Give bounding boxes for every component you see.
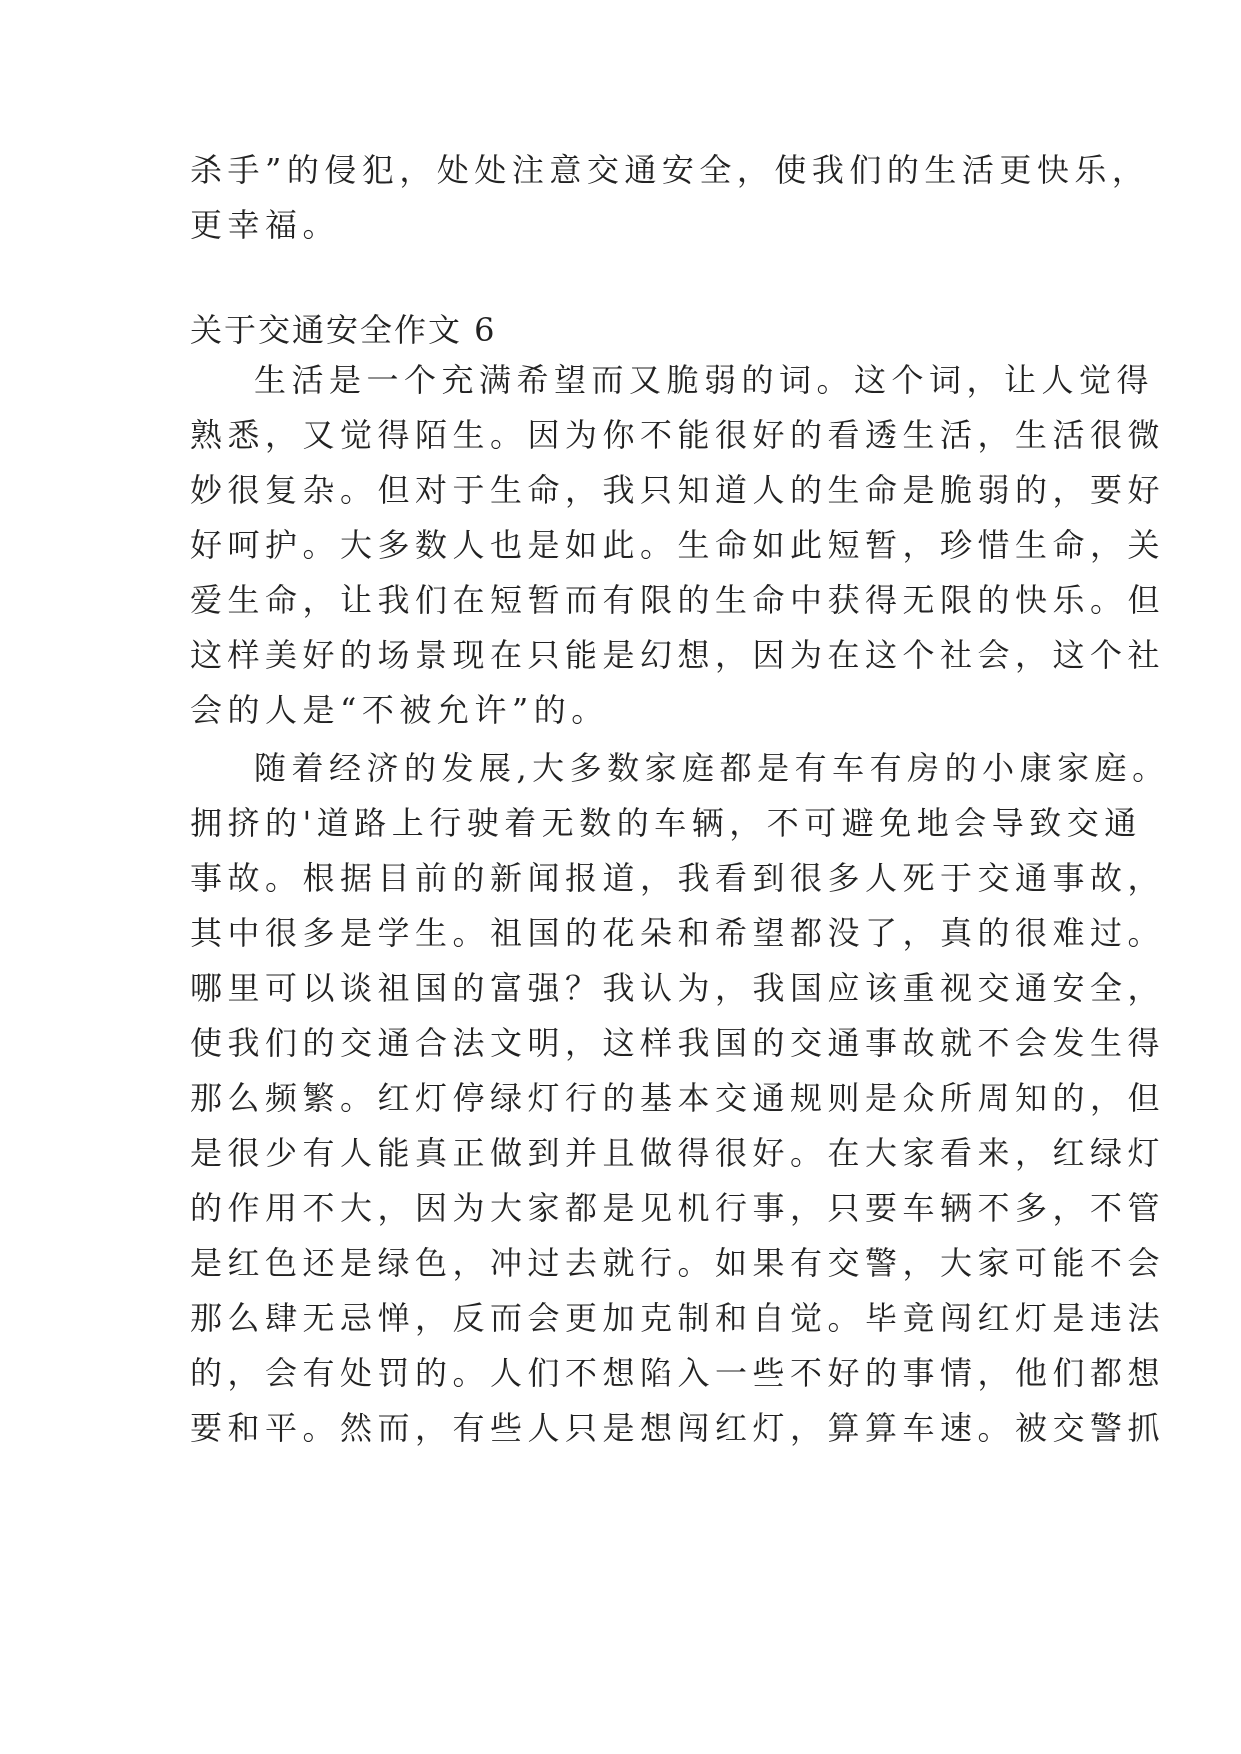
paragraph-line: 事故。根据目前的新闻报道，我看到很多人死于交通事故， [190, 859, 1166, 897]
paragraph-line: 使我们的交通合法文明，这样我国的交通事故就不会发生得 [190, 1024, 1166, 1062]
intro-line: 杀手”的侵犯，处处注意交通安全，使我们的生活更快乐， [190, 151, 1150, 189]
paragraph-line: 爱生命，让我们在短暂而有限的生命中获得无限的快乐。但 [190, 581, 1166, 619]
paragraph-line: 生活是一个充满希望而又脆弱的词。这个词，让人觉得 [254, 361, 1155, 399]
paragraph-line: 这样美好的场景现在只能是幻想，因为在这个社会，这个社 [190, 636, 1166, 674]
paragraph-line: 是很少有人能真正做到并且做得很好。在大家看来，红绿灯 [190, 1134, 1166, 1172]
paragraph-line: 是红色还是绿色，冲过去就行。如果有交警，大家可能不会 [190, 1244, 1166, 1282]
paragraph-line: 的，会有处罚的。人们不想陷入一些不好的事情，他们都想 [190, 1354, 1166, 1392]
paragraph-line: 妙很复杂。但对于生命，我只知道人的生命是脆弱的，要好 [190, 471, 1166, 509]
paragraph-line: 随着经济的发展,大多数家庭都是有车有房的小康家庭。 [254, 749, 1170, 787]
paragraph-line: 熟悉，又觉得陌生。因为你不能很好的看透生活，生活很微 [190, 416, 1166, 454]
section-heading: 关于交通安全作文 6 [190, 311, 497, 349]
paragraph-line: 其中很多是学生。祖国的花朵和希望都没了，真的很难过。 [190, 914, 1166, 952]
paragraph-line: 那么肆无忌惮，反而会更加克制和自觉。毕竟闯红灯是违法 [190, 1299, 1166, 1337]
intro-line: 更幸福。 [190, 206, 341, 244]
paragraph-line: 好呵护。大多数人也是如此。生命如此短暂，珍惜生命，关 [190, 526, 1166, 564]
paragraph-line: 的作用不大，因为大家都是见机行事，只要车辆不多，不管 [190, 1189, 1166, 1227]
paragraph-line: 拥挤的'道路上行驶着无数的车辆，不可避免地会导致交通 [190, 804, 1142, 842]
paragraph-line: 哪里可以谈祖国的富强？我认为，我国应该重视交通安全， [190, 969, 1166, 1007]
paragraph-line: 要和平。然而，有些人只是想闯红灯，算算车速。被交警抓 [190, 1409, 1166, 1447]
paragraph-line: 那么频繁。红灯停绿灯行的基本交通规则是众所周知的，但 [190, 1079, 1166, 1117]
paragraph-line: 会的人是“不被允许”的。 [190, 691, 609, 729]
